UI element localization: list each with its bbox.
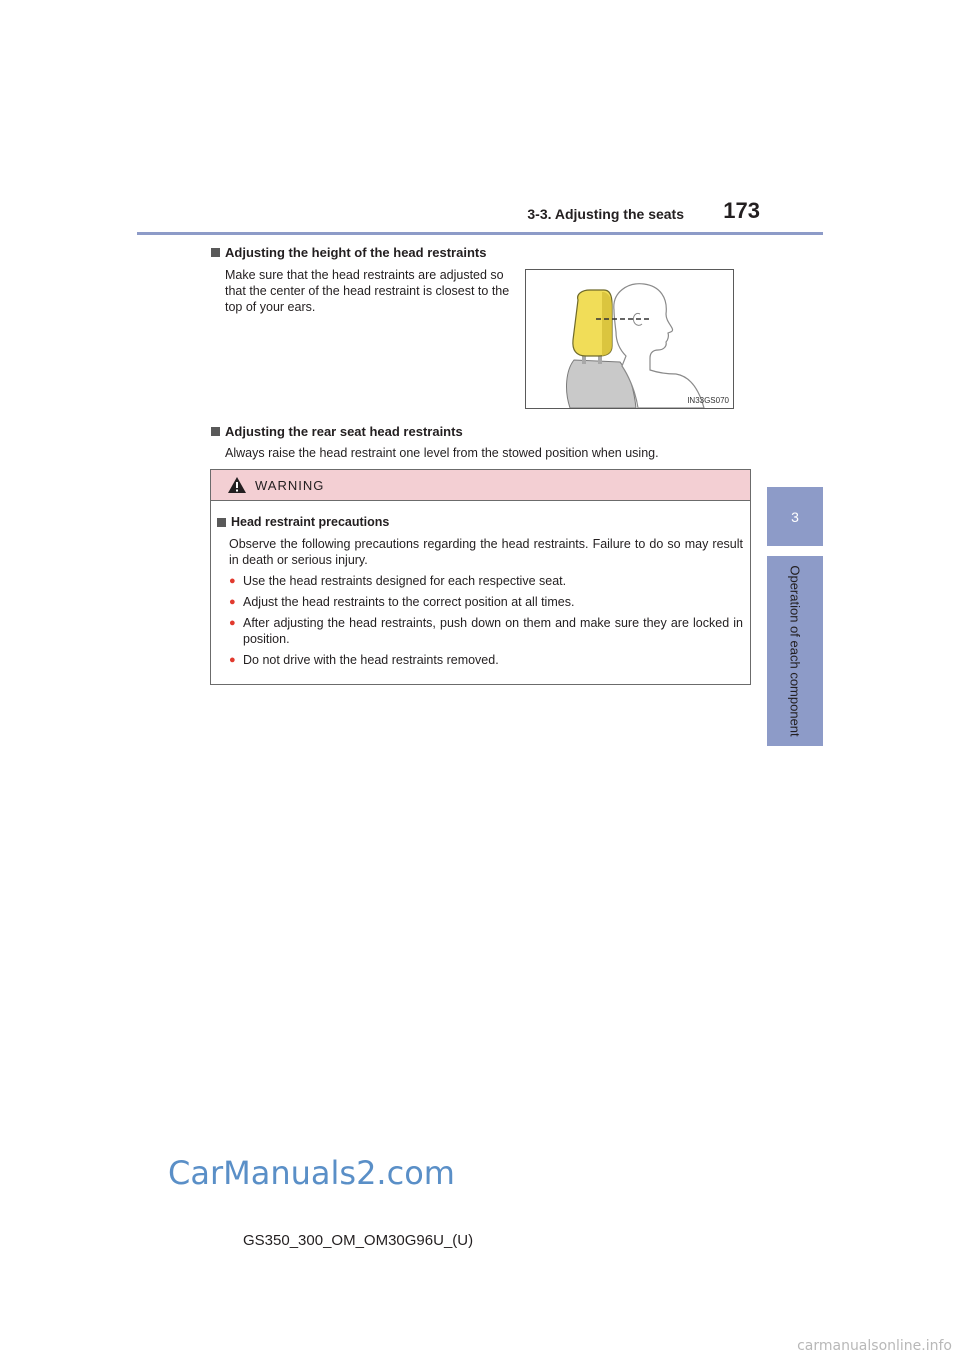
warning-intro: Observe the following precautions regarding the head restraints. Failure to do so may result in death or serious injury. [229, 537, 743, 567]
section-title: 3-3. Adjusting the seats [527, 206, 684, 222]
section-heading-height [211, 245, 486, 260]
head-restraint-illustration [526, 270, 733, 408]
bullet-dot-icon: ● [229, 617, 236, 629]
chapter-number: 3 [791, 508, 799, 525]
warning-bullet-text: Do not drive with the head restraints removed. [243, 653, 499, 667]
bullet-dot-icon: ● [229, 596, 236, 608]
head-restraint-figure [525, 269, 734, 409]
chapter-number-tab [767, 487, 823, 546]
bullet-dot-icon: ● [229, 575, 236, 587]
section-heading-rear [211, 424, 463, 439]
warning-bullet [229, 615, 743, 647]
square-bullet-icon [211, 248, 220, 257]
warning-header [211, 470, 750, 501]
warning-bullet [229, 652, 743, 668]
warning-triangle-icon [227, 476, 247, 494]
warning-bullet [229, 573, 743, 589]
section-body-rear: Always raise the head restraint one level from the stowed position when using. [225, 446, 659, 460]
section-body-height: Make sure that the head restraints are adjusted so that the center of the head restraint is closest to the top of your ears. [225, 268, 510, 314]
warning-box [210, 469, 751, 685]
watermark-site: carmanualsonline.info [797, 1338, 952, 1354]
warning-heading [217, 515, 389, 529]
warning-bullet [229, 594, 743, 610]
warning-bullet-text: Adjust the head restraints to the correct position at all times. [243, 595, 575, 609]
figure-code: IN33GS070 [687, 396, 729, 405]
section-heading-text: Adjusting the height of the head restraints [225, 245, 487, 260]
warning-bullet-text: Use the head restraints designed for each respective seat. [243, 574, 567, 588]
chapter-title-tab [767, 556, 823, 746]
warning-heading-text: Head restraint precautions [231, 515, 390, 529]
watermark-logo: CarManuals2.com [168, 1154, 455, 1192]
header-rule [137, 232, 823, 235]
square-bullet-icon [217, 518, 226, 527]
square-bullet-icon [211, 427, 220, 436]
warning-bullet-text: After adjusting the head restraints, push down on them and make sure they are locked in position. [243, 616, 743, 646]
chapter-title: Operation of each component [787, 565, 803, 737]
bullet-dot-icon: ● [229, 654, 236, 666]
manual-code: GS350_300_OM_OM30G96U_(U) [243, 1232, 474, 1249]
section-heading-text: Adjusting the rear seat head restraints [225, 424, 463, 439]
warning-label: WARNING [255, 477, 325, 493]
page-number: 173 [723, 198, 760, 223]
